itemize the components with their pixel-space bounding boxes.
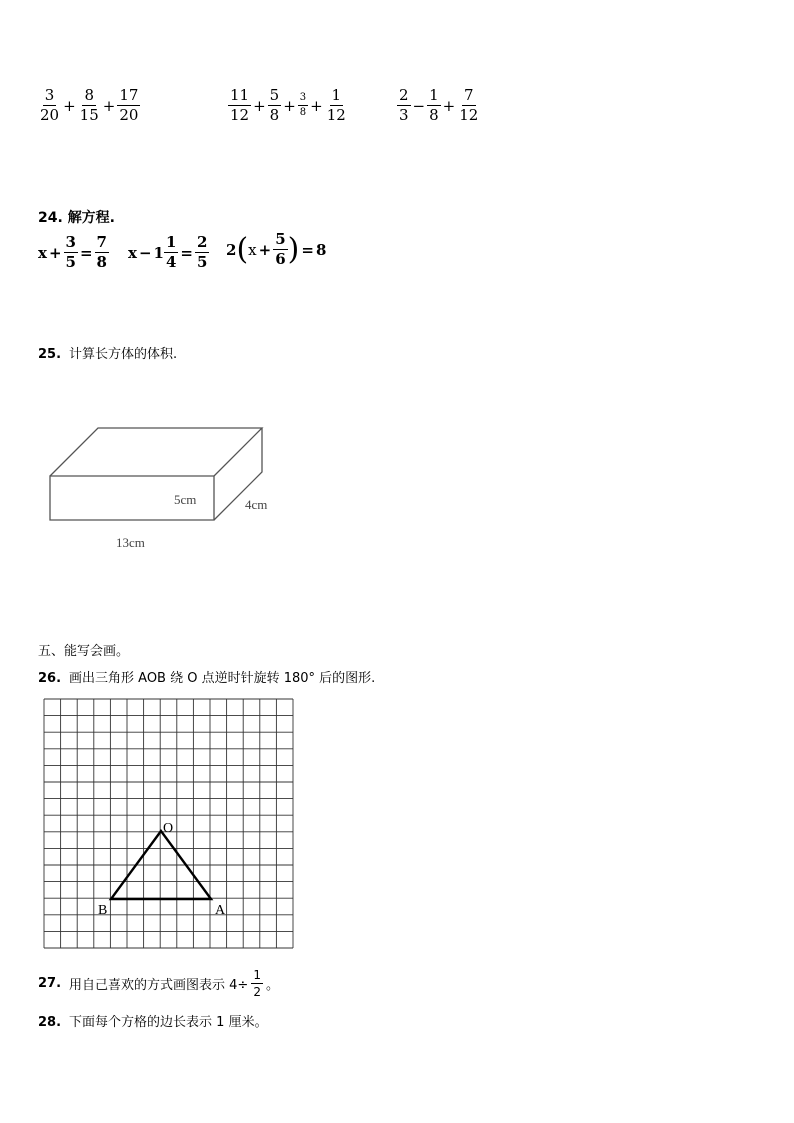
fraction [251, 969, 263, 998]
numerator: 3 [44, 86, 55, 104]
question-title: 用自己喜欢的方式画图表示 4÷ [69, 978, 249, 993]
label-b: B [98, 903, 108, 918]
coefficient: 2 [226, 240, 237, 259]
question-28-heading [38, 1011, 268, 1030]
equals-sign: = [301, 240, 314, 259]
variable: x [128, 243, 137, 262]
operator: + [63, 96, 76, 115]
operator: + [283, 96, 296, 115]
equation-2 [128, 235, 209, 270]
variable: x [248, 240, 257, 259]
fraction [195, 235, 209, 270]
equals-sign: = [79, 243, 93, 262]
numerator: 11 [230, 86, 250, 104]
numerator: 1 [165, 233, 177, 251]
question-25-heading [38, 343, 177, 362]
question-title: 计算长方体的体积. [69, 347, 178, 362]
denominator: 12 [459, 106, 479, 124]
depth-label: 4cm [245, 497, 268, 512]
question-number: 28. [38, 1015, 62, 1030]
numerator: 3 [298, 93, 308, 106]
expression-1 [38, 88, 140, 123]
numerator: 1 [429, 86, 439, 104]
height-label: 5cm [174, 492, 197, 507]
fraction [64, 235, 78, 270]
fraction [268, 88, 282, 123]
numerator: 7 [96, 233, 107, 251]
fraction [273, 232, 287, 267]
numerator: 7 [464, 86, 474, 104]
label-o: O [163, 821, 174, 836]
denominator: 6 [275, 250, 286, 268]
numerator: 17 [119, 86, 139, 104]
fraction [117, 88, 140, 123]
numerator: 2 [196, 233, 208, 251]
numerator: 1 [253, 968, 261, 982]
label-a: A [215, 903, 226, 918]
denominator: 20 [119, 106, 139, 124]
operator: + [48, 243, 62, 262]
denominator: 12 [326, 106, 346, 124]
fraction [298, 93, 308, 118]
operator: + [253, 96, 266, 115]
operator: + [442, 96, 456, 115]
operator: + [102, 96, 116, 115]
numerator: 3 [65, 233, 76, 251]
denominator: 5 [196, 253, 208, 271]
variable: x [38, 243, 47, 262]
question-26-heading [38, 667, 375, 686]
fraction [457, 88, 480, 123]
question-27-heading [38, 969, 279, 998]
fraction [95, 235, 109, 270]
denominator: 15 [79, 106, 99, 124]
question-number: 26. [38, 671, 62, 686]
mixed-number [154, 235, 179, 270]
denominator: 2 [253, 985, 261, 999]
whole-part: 1 [153, 243, 164, 262]
operator: + [258, 240, 272, 259]
right-hand-side: 8 [315, 240, 327, 259]
fraction [38, 88, 61, 123]
numerator: 8 [84, 86, 94, 104]
question-number: 27. [38, 976, 62, 991]
numerator: 1 [331, 86, 342, 104]
denominator: 4 [165, 253, 177, 271]
equation-3 [226, 232, 326, 267]
right-parenthesis: ) [287, 231, 300, 267]
question-title: 下面每个方格的边长表示 1 厘米。 [69, 1015, 268, 1030]
fraction [164, 235, 178, 270]
rotation-grid [40, 695, 300, 955]
equation-1 [38, 235, 109, 270]
numerator: 5 [269, 86, 280, 104]
question-24-heading [38, 207, 115, 227]
fraction [427, 88, 441, 123]
numerator: 2 [399, 86, 409, 104]
question-end-mark: 。 [265, 978, 279, 993]
denominator: 12 [230, 106, 250, 124]
denominator: 20 [40, 106, 60, 124]
fraction [78, 88, 101, 123]
denominator: 8 [429, 106, 439, 124]
left-parenthesis: ( [236, 231, 249, 267]
expression-2 [228, 88, 348, 123]
operator: − [138, 243, 152, 262]
fraction [228, 88, 251, 123]
fraction [397, 88, 411, 123]
fraction [325, 88, 348, 123]
length-label: 13cm [116, 535, 145, 550]
cuboid-top-face [50, 428, 262, 476]
section-5-title: 五、能写会画。 [38, 644, 130, 659]
question-number: 24. [38, 210, 63, 226]
cuboid-figure [40, 420, 300, 560]
question-title: 画出三角形 AOB 绕 O 点逆时针旋转 180° 后的图形. [69, 671, 376, 686]
denominator: 8 [299, 107, 307, 118]
operator: + [310, 96, 323, 115]
question-number: 25. [38, 347, 62, 362]
denominator: 8 [269, 106, 280, 124]
numerator: 5 [275, 230, 286, 248]
operator: − [412, 96, 426, 115]
question-title: 解方程. [67, 210, 116, 226]
denominator: 8 [96, 253, 107, 271]
denominator: 5 [65, 253, 76, 271]
expression-3 [397, 88, 480, 123]
denominator: 3 [399, 106, 409, 124]
equals-sign: = [180, 243, 193, 262]
